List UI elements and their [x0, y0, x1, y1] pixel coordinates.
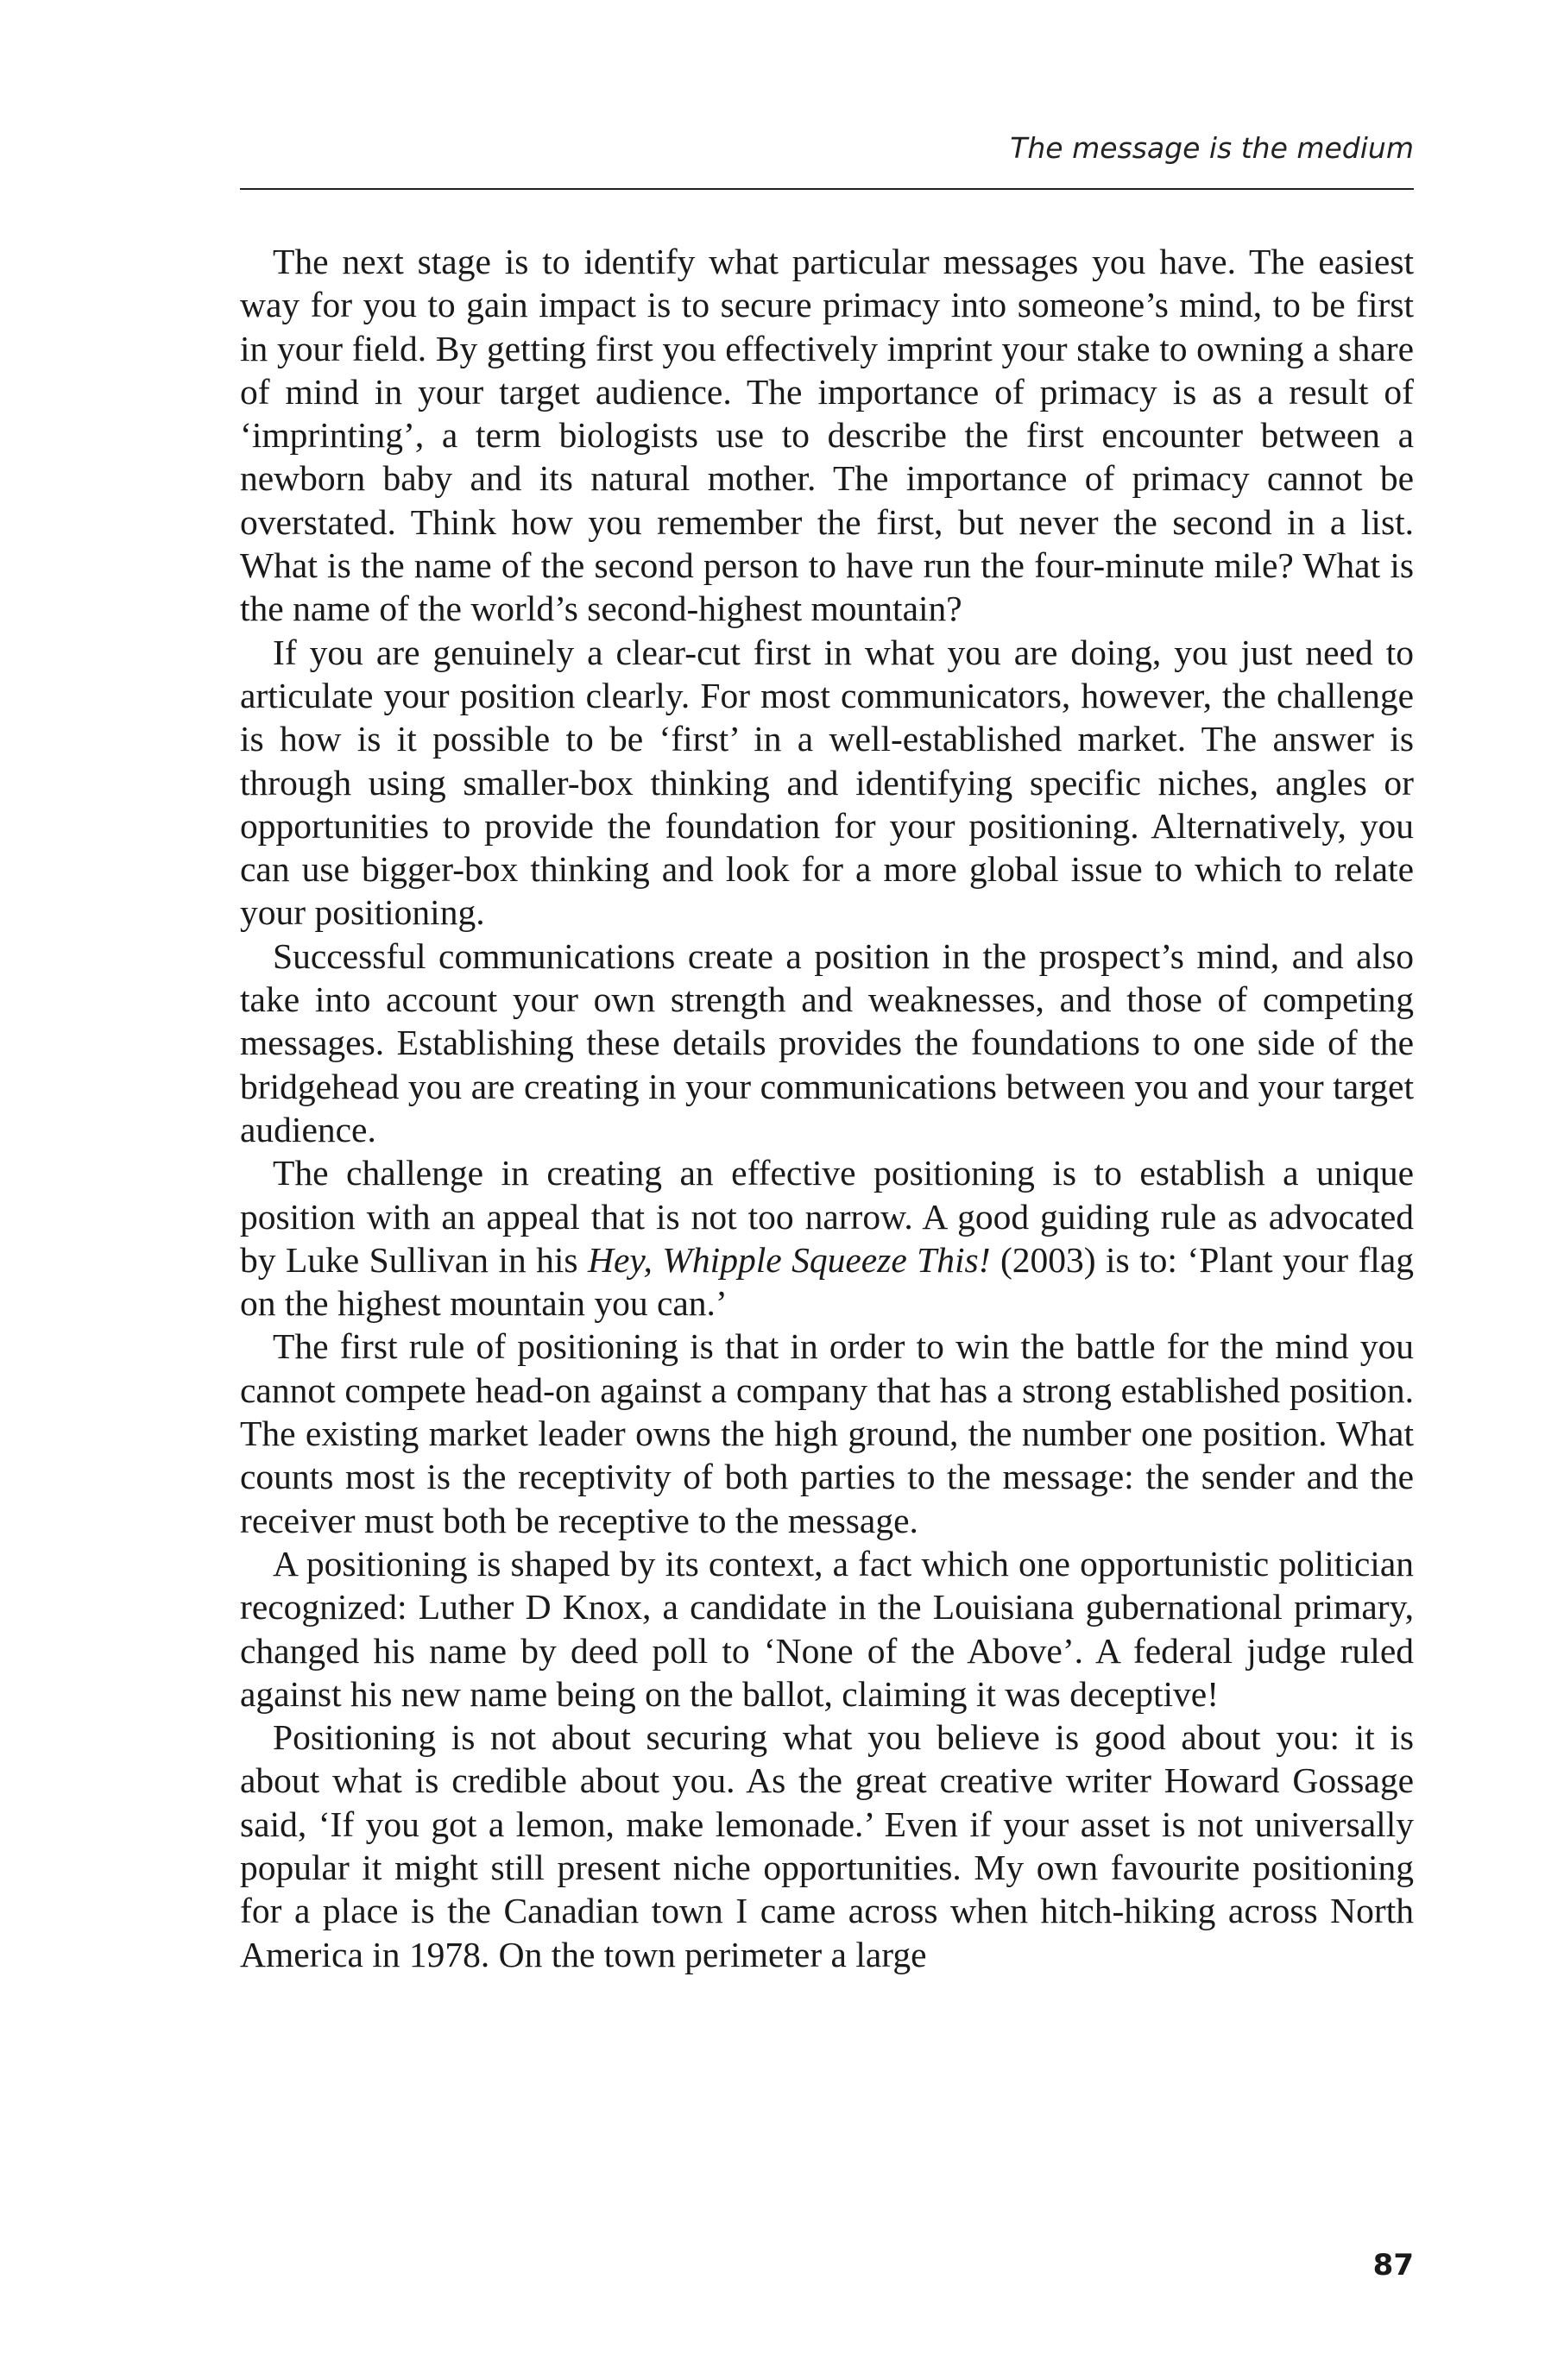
paragraph-3: Successful communications create a position in the prospect’s mind, and also take into account your own strength and weaknesses, and those of competing messages. Establishing these details provides the foundations to one side of the bridgehead you are creating in your communications between you and your target audience.: [240, 935, 1414, 1149]
paragraph-1: The next stage is to identify what particular messages you have. The easiest way for you to gain impact is to secure primacy into someone’s mind, to be first in your field. By getting first you effectively imprint your stake to owning a share of mind in your target audience. The importance of primacy is as a result of ‘imprinting’, a term biologists use to describe the first encounter between a newborn baby and its natural mother. The importance of primacy cannot be overstated. Think how you remember the first, but never the second in a list. What is the name of the second person to have run the four-minute mile? What is the name of the world’s second-highest mountain?: [240, 242, 1414, 629]
book-title: Hey, Whipple Squeeze This!: [588, 1239, 991, 1280]
paragraph-4-text-end: (2003) is to: ‘Plant your flag on the highest mountain you can.’: [240, 1239, 1414, 1324]
header-rule: [240, 188, 1414, 190]
running-head-title: The message is the medium: [1010, 131, 1414, 165]
paragraph-4: [240, 1151, 1414, 1325]
paragraph-7: Positioning is not about securing what you believe is good about you: it is about what is credible about you. As the great creative writer Howard Gossage said, ‘If you got a lemon, make lemonade.’ Even if your asset is not universally popular it might still present niche opportunities. My own favourite positioning for a place is the Canadian town I came across when hitch-hiking across North America in 1978. On the town perimeter a large: [240, 1717, 1414, 1974]
paragraph-4-text-start: The challenge in creating an effective positioning is to establish a unique position with an appeal that is not too narrow. A good guiding rule as advocated by Luke Sullivan in his: [240, 1153, 1414, 1280]
paragraph-5: The first rule of positioning is that in order to win the battle for the mind you cannot compete head-on against a company that has a strong established position. The existing market leader owns the high ground, the number one position. What counts most is the receptivity of both parties to the message: the sender and the receiver must both be receptive to the message.: [240, 1326, 1414, 1540]
page-number: 87: [1372, 2248, 1414, 2282]
paragraph-6: A positioning is shaped by its context, a fact which one opportunistic politician recognized: Luther D Knox, a candidate in the Louisiana gubernational primary, changed his name by deed poll to ‘None of the Above’. A federal judge ruled against his new name being on the ballot, claiming it was deceptive!: [240, 1543, 1414, 1714]
body-text: [240, 240, 1414, 1976]
paragraph-2: If you are genuinely a clear-cut first in what you are doing, you just need to articulate your position clearly. For most communicators, however, the challenge is how is it possible to be ‘first’ in a well-established market. The answer is through using smaller-box thinking and identifying specific niches, angles or opportunities to provide the foundation for your positioning. Alternatively, you can use bigger-box thinking and look for a more global issue to which to relate your positioning.: [240, 632, 1414, 933]
